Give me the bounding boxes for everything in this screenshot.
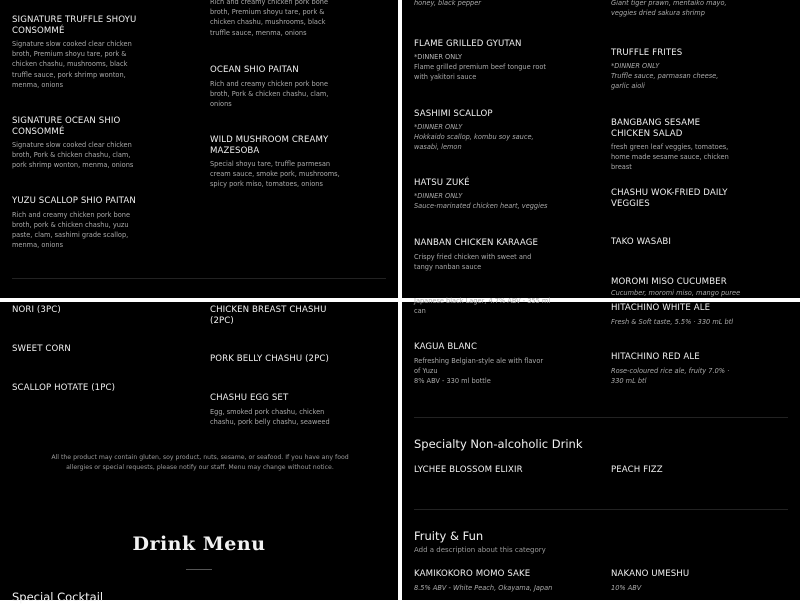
allergy-notice: All the product may contain gluten, soy product, nuts, sesame, or seafood. If you have any food allergies or special requests, please notify our staff. Menu may change without notice. [51, 454, 349, 471]
dinner-only-tag: *DINNER ONLY [414, 52, 462, 61]
menu-item-name: KAGUA BLANC [414, 342, 478, 352]
menu-item-desc: Cucumber, moromi miso, mango puree [611, 288, 741, 297]
menu-item-desc: Egg, smoked pork chashu, chicken chashu, pork belly chashu, seaweed [210, 407, 330, 426]
menu-item-name: YUZU SCALLOP SHIO PAITAN [12, 196, 136, 206]
divider [414, 417, 788, 418]
menu-item-name: OCEAN SHIO PAITAN [210, 65, 299, 75]
menu-item-desc-cut: Giant tiger prawn, mentaiko mayo, veggies dried sakura shrimp [611, 0, 727, 18]
menu-item [611, 352, 736, 386]
drink-menu-title: Drink Menu [132, 533, 266, 555]
menu-item-name: PEACH FIZZ [611, 465, 663, 475]
menu-item-name: TAKO WASABI [611, 237, 672, 247]
menu-item-desc: fresh green leaf veggies, tomatoes, home made sesame sauce, chicken breast [611, 143, 729, 172]
menu-item-desc: Rose-coloured rice ale, fruity 7.0% · 330 mL btl [611, 366, 730, 385]
menu-item [611, 303, 741, 327]
menu-item-name: NORI (3PC) [12, 305, 61, 315]
menu-item [611, 48, 736, 91]
menu-item [12, 383, 192, 394]
menu-item [611, 237, 741, 248]
menu-item-name: SIGNATURE OCEAN SHIO CONSOMMÉ [12, 116, 121, 137]
menu-item-desc: Signature slow cooked clear chicken broth, Pork & chicken chashu, clam, pork shrimp wonton, menma, onions [12, 141, 134, 170]
menu-item-desc: Signature slow cooked clear chicken broth, Premium shoyu tare, pork & chicken chashu, mushrooms, black truffle sauce, pork shrimp wonton, menma, onions [12, 40, 132, 89]
menu-item [210, 393, 335, 427]
menu-item-desc: Special shoyu tare, truffle parmesan cream sauce, smoke pork, mushrooms, spicy pork miso, tomatoes, onions [210, 160, 340, 189]
menu-item [414, 342, 544, 386]
menu-item [611, 277, 741, 298]
fruity-fun-heading: Fruity & Fun [414, 529, 484, 543]
menu-item-name: FLAME GRILLED GYUTAN [414, 39, 522, 49]
menu-item [414, 569, 594, 593]
menu-item [414, 238, 549, 272]
menu-item-desc: Refreshing Belgian-style ale with flavor of Yuzu [414, 356, 544, 375]
menu-item [12, 305, 192, 316]
menu-item-desc: Fresh & Soft taste, 5.5% · 330 mL btl [611, 317, 734, 326]
menu-item-desc: 10% ABV [611, 583, 642, 592]
menu-item-desc: Flame grilled premium beef tongue root with yakitori sauce [414, 62, 546, 81]
menu-item-desc: Hokkaido scallop, kombu soy sauce, wasabi, lemon [414, 132, 534, 151]
menu-item-name: SIGNATURE TRUFFLE SHOYU CONSOMMÉ [12, 15, 137, 36]
menu-item-name: TRUFFLE FRITES [611, 48, 683, 58]
menu-item-name: KAMIKOKORO MOMO SAKE [414, 569, 531, 579]
divider [414, 509, 788, 510]
title-underline [186, 569, 212, 570]
menu-pane-bottom-left[interactable] [0, 302, 398, 604]
menu-item-desc-cut: Rich and creamy chicken pork bone broth, Premium shoyu tare, pork & chicken chashu, mushrooms, black truffle sauce, menma, onions [210, 0, 329, 37]
menu-item-name: SASHIMI SCALLOP [414, 109, 493, 119]
menu-item [414, 109, 539, 152]
menu-item-name: WILD MUSHROOM CREAMY MAZESOBA [210, 135, 329, 156]
menu-item-name: BANGBANG SESAME CHICKEN SALAD [611, 118, 701, 139]
menu-item-name: CHASHU WOK-FRIED DAILY VEGGIES [611, 188, 728, 209]
menu-item-desc: Rich and creamy chicken pork bone broth, Pork & chicken chashu, clam, onions [210, 79, 329, 108]
menu-item-name: CHASHU EGG SET [210, 393, 289, 403]
menu-pane-top-right[interactable] [402, 0, 800, 298]
menu-item-desc-cut: Japanese black Lager, 4.7% ABV - 355 ml can [414, 297, 551, 316]
menu-item [414, 178, 554, 211]
menu-item-name: HATSU ZUKÉ [414, 178, 470, 188]
menu-item [12, 344, 192, 355]
menu-item [12, 15, 142, 90]
fruity-fun-subtitle: Add a description about this category [414, 546, 546, 554]
menu-item-name: CHICKEN BREAST CHASHU (2PC) [210, 305, 327, 326]
menu-pane-bottom-right[interactable] [402, 297, 800, 600]
menu-item [210, 135, 340, 190]
menu-item [611, 465, 791, 476]
menu-item-name: LYCHEE BLOSSOM ELIXIR [414, 465, 523, 475]
menu-item-name: NAKANO UMESHU [611, 569, 690, 579]
menu-item-desc-cut: honey, black pepper [414, 0, 482, 7]
menu-item-desc: Truffle sauce, parmasan cheese, garlic aioli [611, 71, 719, 90]
menu-item-name: PORK BELLY CHASHU (2PC) [210, 354, 329, 364]
menu-item [12, 196, 142, 250]
menu-item-name: SWEET CORN [12, 344, 71, 354]
menu-item [210, 354, 340, 365]
menu-item-desc: Rich and creamy chicken pork bone broth, pork & chicken chashu, yuzu paste, clam, sashimi grade scallop, menma, onions [12, 210, 131, 250]
menu-item [414, 465, 594, 476]
menu-item [210, 305, 330, 326]
dinner-only-tag: *DINNER ONLY [611, 61, 660, 70]
menu-item [12, 116, 142, 171]
divider [12, 278, 386, 279]
dinner-only-tag: *DINNER ONLY [414, 122, 463, 131]
menu-pane-top-left[interactable] [0, 0, 398, 298]
special-cocktail-heading: Special Cocktail [12, 590, 104, 604]
menu-item-name: HITACHINO WHITE ALE [611, 303, 711, 313]
menu-item-desc: 8.5% ABV - White Peach, Okayama, Japan [414, 583, 553, 592]
menu-item [611, 188, 741, 209]
non-alcoholic-heading: Specialty Non-alcoholic Drink [414, 437, 583, 451]
menu-item [611, 569, 791, 593]
menu-item-name: MOROMI MISO CUCUMBER [611, 277, 727, 287]
menu-item-desc: Sauce-marinated chicken heart, veggies [414, 201, 548, 210]
menu-item [414, 39, 554, 82]
dinner-only-tag: *DINNER ONLY [414, 191, 463, 200]
menu-item-name: NANBAN CHICKEN KARAAGE [414, 238, 539, 248]
menu-item-name: HITACHINO RED ALE [611, 352, 700, 362]
menu-item [611, 118, 741, 173]
menu-item [210, 65, 340, 109]
menu-item-abv: 8% ABV - 330 ml bottle [414, 376, 491, 385]
menu-item-name: SCALLOP HOTATE (1PC) [12, 383, 116, 393]
menu-item-desc: Crispy fried chicken with sweet and tangy nanban sauce [414, 252, 532, 271]
